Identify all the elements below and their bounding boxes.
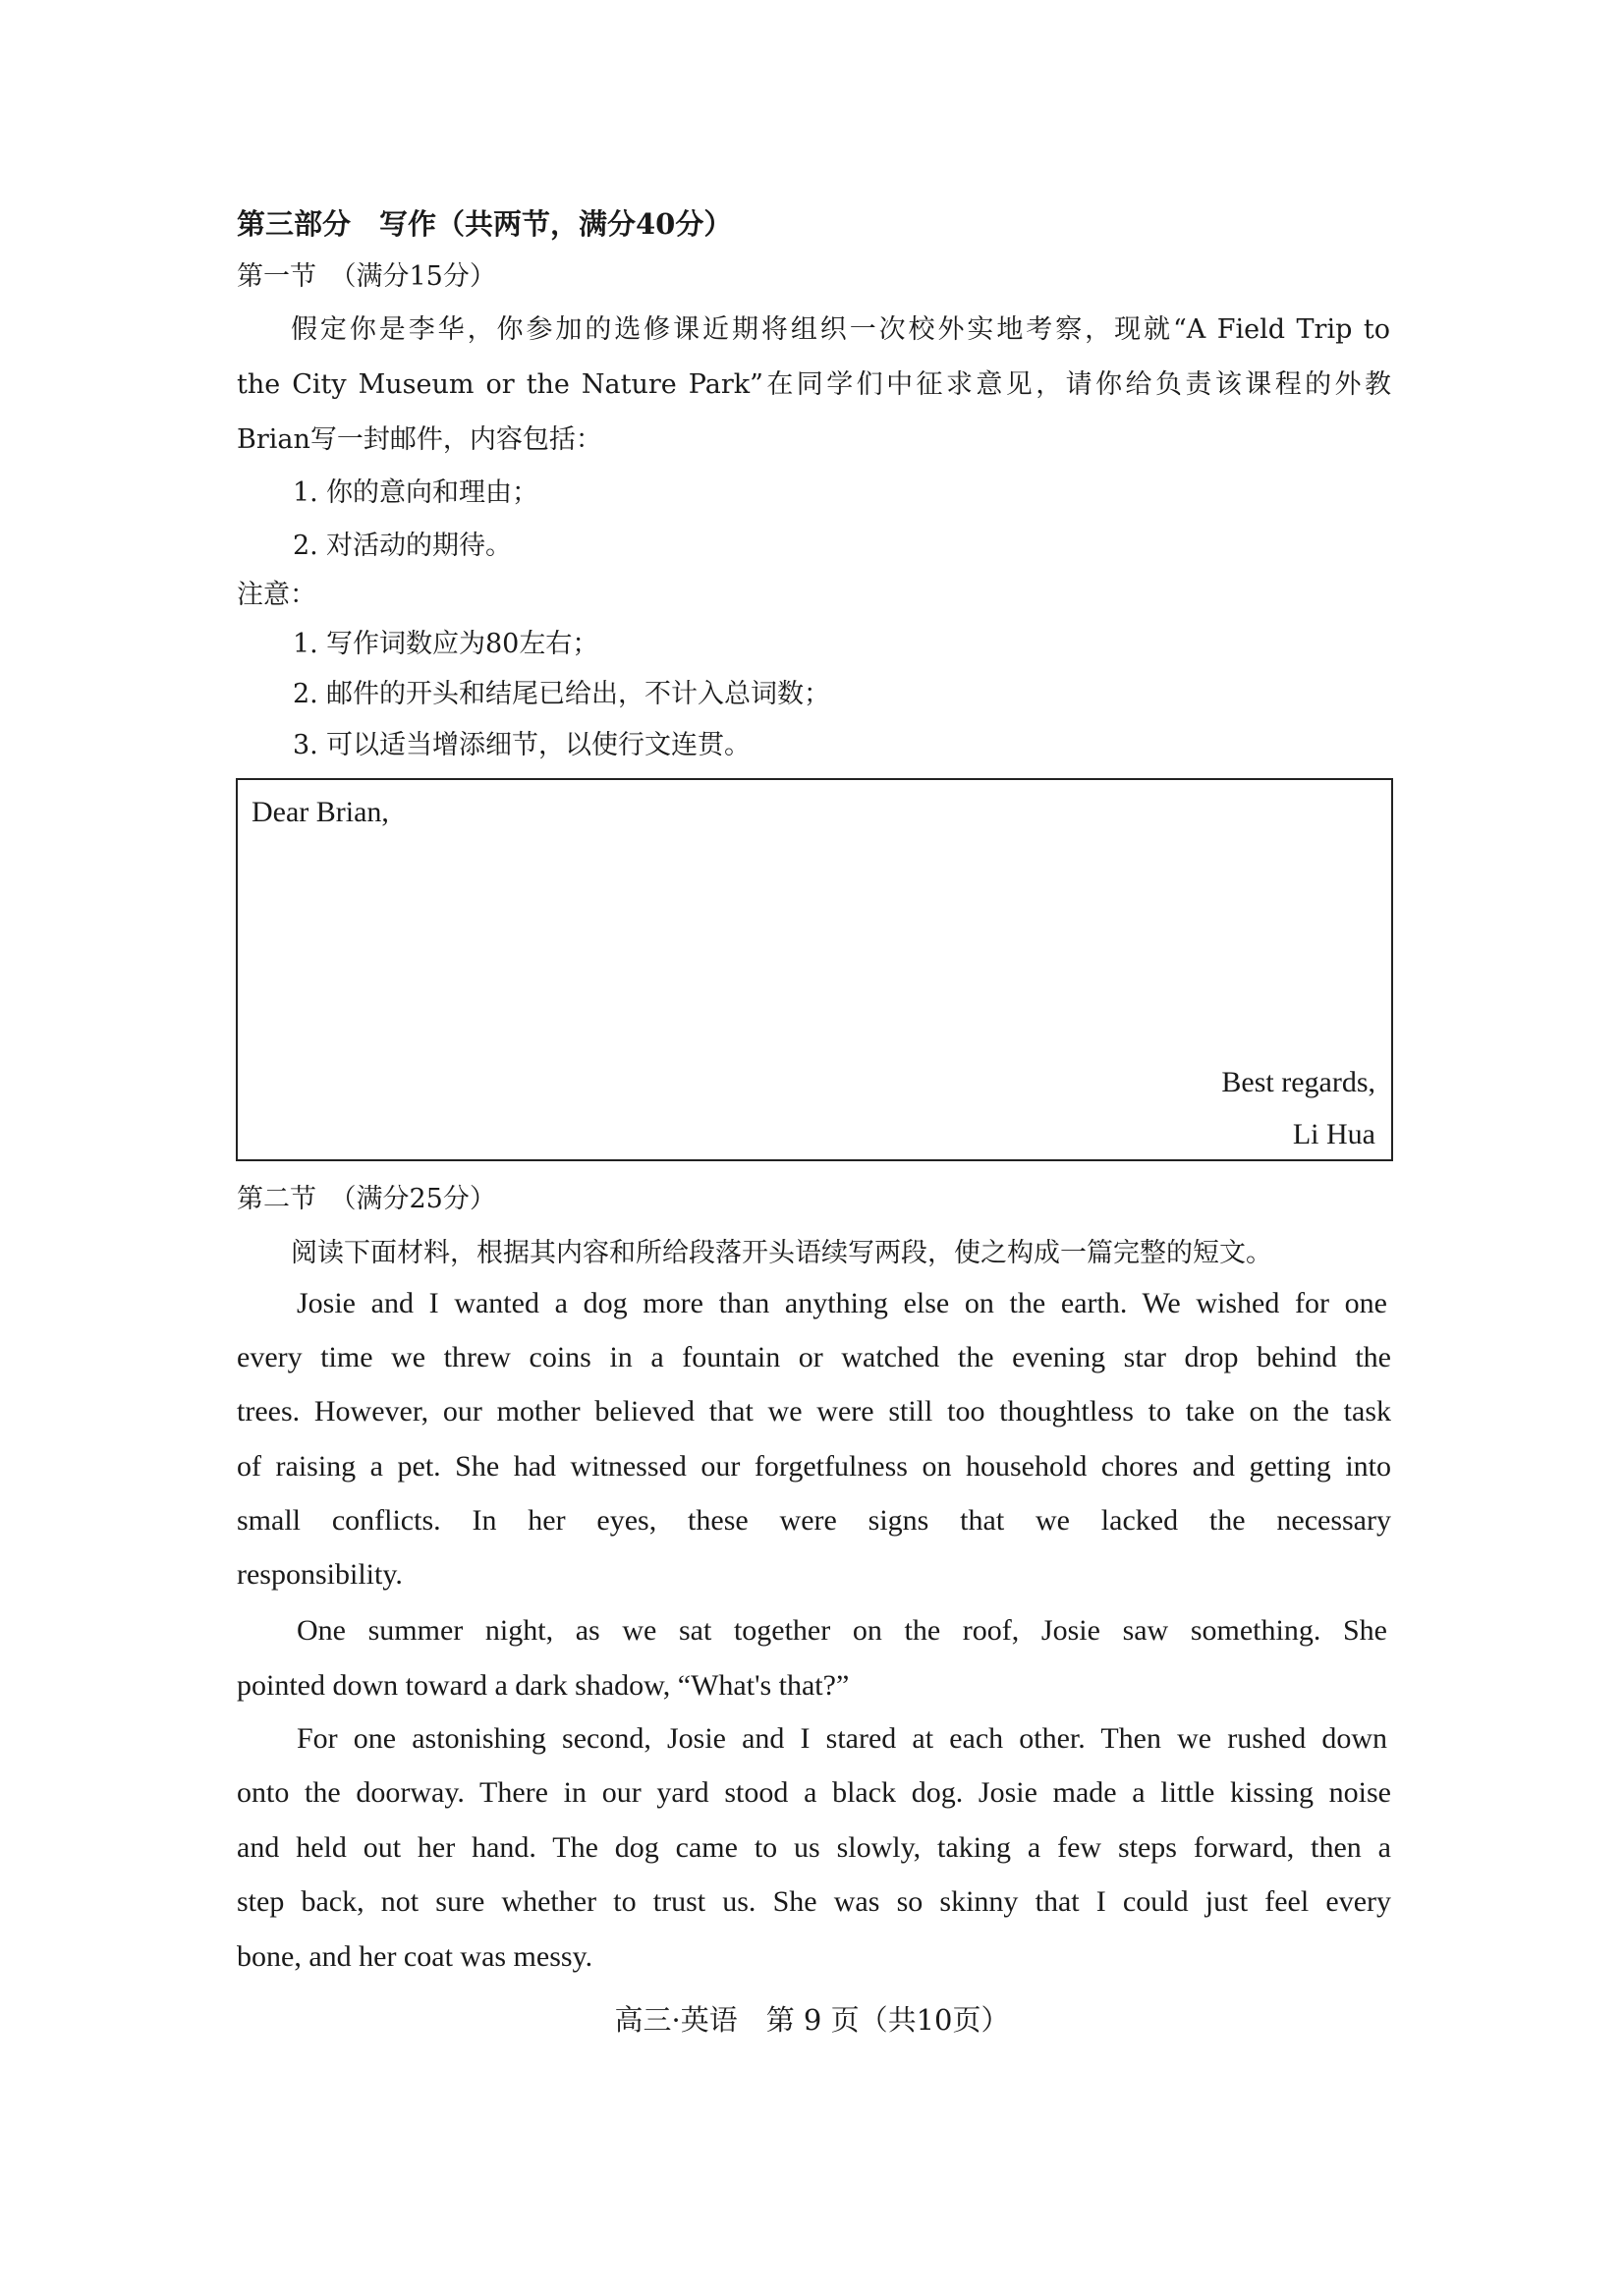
story-line: responsibility. <box>237 1558 403 1591</box>
section1-prompt-line-3: Brian写一封邮件，内容包括： <box>237 424 602 455</box>
letter-signature: Li Hua <box>1292 1118 1375 1150</box>
note-number: 3. <box>293 730 318 760</box>
story-line: small conflicts. In her eyes, these were signs that we lacked the necessary <box>237 1504 1391 1537</box>
story-line: bone, and her coat was messy. <box>237 1940 593 1973</box>
section1-prompt-line-1: 假定你是李华，你参加的选修课近期将组织一次校外实地考察，现就“A Field Trip to <box>291 314 1390 345</box>
notes-label: 注意： <box>237 580 316 610</box>
section2-instruction: 阅读下面材料，根据其内容和所给段落开头语续写两段，使之构成一篇完整的短文。 <box>291 1238 1272 1268</box>
content-item-number: 1. <box>293 477 318 508</box>
section1-title: 第一节 （满分15分） <box>237 261 496 292</box>
part-title: 第三部分 写作（共两节，满分40分） <box>237 207 733 241</box>
story-line: trees. However, our mother believed that we were still too thoughtless to take on the task <box>237 1395 1391 1427</box>
story-line: every time we threw coins in a fountain or watched the evening star drop behind the <box>237 1341 1391 1373</box>
content-item <box>293 479 538 506</box>
content-item <box>293 532 512 559</box>
story-line: pointed down toward a dark shadow, “What's that?” <box>237 1669 850 1702</box>
content-item-number: 2. <box>293 531 318 561</box>
story-line: and held out her hand. The dog came to us slowly, taking a few steps forward, then a <box>237 1831 1391 1864</box>
page-footer: 高三·英语 第 9 页（共10页） <box>614 2003 1010 2037</box>
note-item <box>293 681 830 707</box>
story-line: step back, not sure whether to trust us. She was so skinny that I could just feel every <box>237 1885 1391 1918</box>
note-item <box>293 732 751 758</box>
note-number: 2. <box>293 679 318 709</box>
letter-closing: Best regards, <box>1221 1066 1375 1098</box>
letter-writing-box[interactable] <box>236 778 1393 1161</box>
content-item-text: 对活动的期待。 <box>326 531 512 561</box>
story-line: of raising a pet. She had witnessed our forgetfulness on household chores and getting into <box>237 1450 1391 1483</box>
story-line: For one astonishing second, Josie and I stared at each other. Then we rushed down <box>297 1722 1387 1755</box>
content-item-text: 你的意向和理由； <box>326 477 538 508</box>
note-text: 邮件的开头和结尾已给出，不计入总词数； <box>326 679 830 709</box>
note-text: 写作词数应为80左右； <box>326 629 599 659</box>
story-line: onto the doorway. There in our yard stood a black dog. Josie made a little kissing noise <box>237 1776 1391 1809</box>
section2-title: 第二节 （满分25分） <box>237 1184 496 1214</box>
story-line: Josie and I wanted a dog more than anything else on the earth. We wished for one <box>297 1287 1387 1319</box>
letter-greeting: Dear Brian, <box>252 796 389 828</box>
note-text: 可以适当增添细节，以使行文连贯。 <box>326 730 751 760</box>
note-number: 1. <box>293 629 318 659</box>
note-item <box>293 631 598 657</box>
story-line: One summer night, as we sat together on the roof, Josie saw something. She <box>297 1614 1387 1647</box>
section1-prompt-line-2: the City Museum or the Nature Park”在同学们中征求意见，请你给负责该课程的外教 <box>237 369 1391 400</box>
